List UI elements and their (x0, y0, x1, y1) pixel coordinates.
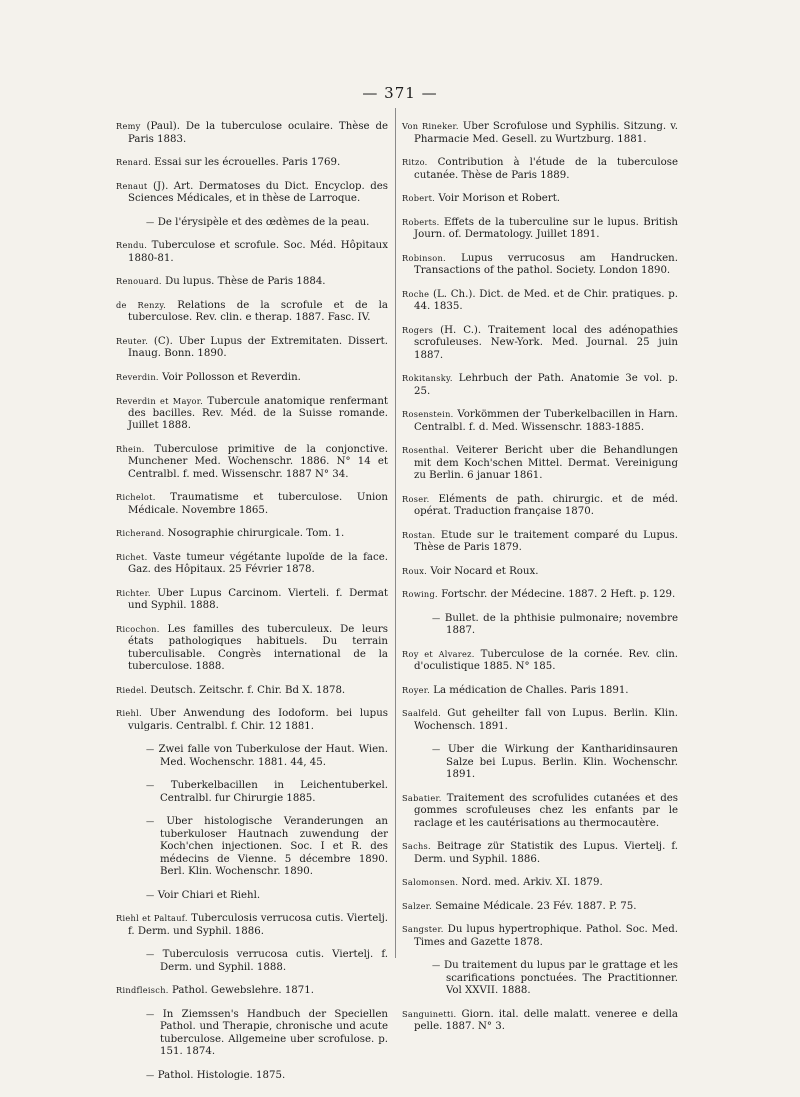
bibliography-entry (402, 565, 678, 578)
bibliography-entry (402, 876, 678, 889)
bibliography-entry (116, 948, 388, 974)
bibliography-entry (402, 612, 678, 638)
entry-author: — (146, 744, 155, 755)
entry-text: Voir Chiari et Riehl. (157, 889, 261, 901)
bibliography-entry (116, 984, 388, 997)
entry-author: — (432, 744, 441, 755)
entry-text: Giorn. ital. delle malatt. veneree e della pelle. 1887. N° 3. (414, 1008, 678, 1033)
bibliography-entry (402, 648, 678, 674)
bibliography-entry (116, 551, 388, 577)
entry-text: Etude sur le traitement comparé du Lupus. Thèse de Paris 1879. (414, 529, 678, 553)
entry-text: Deutsch. Zeitschr. f. Chir. Bd X. 1878. (150, 684, 346, 696)
entry-author: Robinson. (402, 252, 446, 263)
entry-text: Du traitement du lupus par le grattage et les scarifications ponctuées. The Practitionner. Vol XXVII. 1888. (443, 960, 678, 997)
bibliography-entry (116, 1069, 388, 1082)
bibliography-entry (402, 840, 678, 866)
entry-author: Roux. (402, 565, 428, 576)
entry-text: Uber Lupus Carcinom. Vierteli. f. Dermat und Syphil. 1888. (128, 587, 388, 612)
entry-author: Rokitansky. (402, 373, 453, 384)
entry-text: De l'érysipèle et des œdèmes de la peau. (157, 216, 370, 228)
entry-author: Renard. (116, 157, 152, 168)
bibliography-entry (116, 239, 388, 265)
entry-author: Riehl et Paltauf. (116, 913, 188, 924)
entry-author: — (146, 816, 155, 827)
entry-text: Traitement des scrofulides cutanées et des gommes scrofuleuses chez les enfants par le raclage et les cautérisations au thermocautère. (414, 792, 678, 829)
bibliography-entry (402, 324, 678, 362)
bibliography-entry (402, 959, 678, 997)
entry-text: Zwei falle von Tuberkulose der Haut. Wien. Med. Wochenschr. 1881. 44, 45. (158, 744, 388, 768)
entry-author: Rosenstein. (402, 409, 454, 420)
entry-text: Du lupus hypertrophique. Pathol. Soc. Med. Times and Gazette 1878. (414, 924, 678, 948)
entry-text: Pathol. Gewebslehre. 1871. (171, 985, 314, 997)
bibliography-entry (116, 527, 388, 540)
entry-author: Roberts. (402, 216, 440, 227)
entry-text: Tuberculose et scrofule. Soc. Méd. Hôpitaux 1880-81. (128, 240, 388, 264)
entry-author: Richter. (116, 587, 151, 598)
bibliography-entry (402, 529, 678, 555)
entry-author: Rosenthal. (402, 445, 450, 456)
entry-author: Rindfleisch. (116, 985, 169, 996)
bibliography-entry (402, 216, 678, 242)
entry-text: In Ziemssen's Handbuch der Speciellen Pathol. und Therapie, chronische und acute tuberculose. Allgemeine uber scrofulose. p. 151. 1874. (160, 1008, 388, 1057)
entry-author: Roser. (402, 493, 430, 504)
entry-author: Sabatier. (402, 792, 442, 803)
entry-author: Rhein. (116, 443, 145, 454)
entry-author: Richet. (116, 551, 148, 562)
entry-author: — (146, 889, 155, 900)
entry-text: Gut geheilter fall von Lupus. Berlin. Klin. Wochensch. 1891. (414, 708, 678, 732)
bibliography-entry (402, 156, 678, 182)
entry-author: — (146, 1069, 155, 1080)
bibliography-entry (116, 623, 388, 674)
entry-author: Sangster. (402, 924, 444, 935)
bibliography-entry (116, 587, 388, 613)
entry-author: — (146, 949, 155, 960)
entry-text: (L. Ch.). Dict. de Med. et de Chir. pratiques. p. 44. 1835. (414, 288, 678, 313)
entry-text: Beitrage zür Statistik des Lupus. Viertelj. f. Derm. und Syphil. 1886. (414, 841, 678, 865)
bibliography-entry (402, 743, 678, 781)
entry-author: Sachs. (402, 841, 431, 852)
entry-text: Bullet. de la phthisie pulmonaire; novembre 1887. (444, 612, 678, 637)
entry-author: — (146, 1008, 155, 1019)
right-column (402, 110, 678, 1044)
bibliography-entry (402, 1008, 678, 1034)
entry-author: Reuter. (116, 335, 149, 346)
entry-text: Effets de la tuberculine sur le lupus. British Journ. of. Dermatology. Juillet 1891. (414, 216, 678, 241)
entry-author: Reverdin et Mayor. (116, 395, 204, 406)
entry-text: Traumatisme et tuberculose. Union Médicale. Novembre 1865. (128, 492, 388, 516)
entry-text: Tuberculosis verrucosa cutis. Viertelj. f. Derm. und Syphil. 1886. (128, 913, 388, 937)
entry-author: — (432, 612, 441, 623)
entry-text: Veiterer Bericht uber die Behandlungen mit dem Koch'schen Mittel. Dermat. Vereinigung zu Berlin. 6 januar 1861. (414, 445, 678, 481)
bibliography-entry (116, 216, 388, 229)
bibliography-entry (402, 792, 678, 830)
bibliography-entry (402, 288, 678, 314)
entry-text: Eléments de path. chirurgic. et de méd. opérat. Traduction française 1870. (414, 493, 678, 517)
entry-author: Richerand. (116, 528, 165, 539)
bibliography-entry (116, 395, 388, 433)
bibliography-entry (402, 120, 678, 146)
bibliography-entry (116, 889, 388, 902)
entry-text: Vorkömmen der Tuberkelbacillen in Harn. Centralbl. f. d. Med. Wissenschr. 1883-1885. (414, 409, 678, 433)
entry-text: (J). Art. Dermatoses du Dict. Encyclop. des Sciences Médicales, et in thèse de Larroque. (128, 180, 388, 205)
entry-author: — (432, 960, 441, 971)
entry-text: Voir Morison et Robert. (438, 193, 561, 205)
entry-text: Relations de la scrofule et de la tuberculose. Rev. clin. e therap. 1887. Fasc. IV. (128, 299, 388, 324)
entry-author: Ricochon. (116, 623, 160, 634)
bibliography-entry (116, 815, 388, 878)
bibliography-entry (116, 443, 388, 481)
bibliography-entry (402, 900, 678, 913)
bibliography-entry (402, 444, 678, 482)
entry-author: de Renzy. (116, 299, 167, 310)
entry-author: Renouard. (116, 276, 162, 287)
entry-author: Salomonsen. (402, 877, 459, 888)
bibliography-entry (402, 192, 678, 205)
entry-text: (Paul). De la tuberculose oculaire. Thèse de Paris 1883. (128, 121, 388, 145)
entry-text: Nord. med. Arkiv. XI. 1879. (461, 877, 603, 889)
entry-text: Uber Anwendung des Iodoform. bei lupus vulgaris. Centralbl. f. Chir. 12 1881. (128, 708, 388, 732)
entry-author: Rogers (402, 324, 434, 335)
bibliography-entry (116, 120, 388, 146)
entry-author: Rendu. (116, 240, 148, 251)
entry-author: Riehl. (116, 708, 142, 719)
bibliography-entry (116, 1008, 388, 1059)
entry-text: Les familles des tuberculeux. De leurs états pathologiques habituels. Du terrain tuberculisable. Congrès international de la tuberculose. 1888. (128, 623, 388, 673)
bibliography-entry (402, 493, 678, 519)
entry-author: Renaut (116, 180, 148, 191)
entry-text: Contribution à l'étude de la tuberculose cutanée. Thèse de Paris 1889. (414, 157, 678, 181)
entry-text: (C). Uber Lupus der Extremitaten. Dissert. Inaug. Bonn. 1890. (128, 335, 388, 360)
entry-text: Uber die Wirkung der Kantharidinsauren Salze bei Lupus. Berlin. Klin. Wochenschr. 1891. (446, 744, 678, 781)
entry-text: Tuberkelbacillen in Leichentuberkel. Centralbl. fur Chirurgie 1885. (160, 780, 388, 804)
column-divider (395, 108, 396, 958)
bibliography-entry (116, 371, 388, 384)
entry-author: Roche (402, 288, 430, 299)
bibliography-entry (116, 707, 388, 733)
entry-text: Tuberculose de la cornée. Rev. clin. d'oculistique 1885. N° 185. (414, 648, 678, 673)
bibliography-entry (116, 684, 388, 697)
entry-text: Voir Pollosson et Reverdin. (162, 371, 301, 383)
entry-author: Rowing. (402, 589, 438, 600)
entry-author: Salzer. (402, 900, 432, 911)
entry-text: Semaine Médicale. 23 Fév. 1887. P. 75. (435, 900, 637, 912)
bibliography-entry (402, 372, 678, 398)
bibliography-entry (402, 684, 678, 697)
bibliography-entry (116, 275, 388, 288)
bibliography-entry (402, 923, 678, 949)
entry-author: — (146, 780, 155, 791)
entry-author: Rostan. (402, 529, 436, 540)
page-number: — 371 — (362, 84, 438, 102)
left-column (116, 110, 388, 1092)
entry-text: Pathol. Histologie. 1875. (157, 1069, 286, 1081)
entry-author: Robert. (402, 193, 436, 204)
entry-author: Reverdin. (116, 371, 159, 382)
bibliography-entry (116, 912, 388, 938)
bibliography-entry (116, 299, 388, 325)
bibliography-entry (116, 743, 388, 769)
entry-text: Uber Scrofulose und Syphilis. Sitzung. v. Pharmacie Med. Gesell. zu Wurtzburg. 1881. (414, 121, 679, 145)
entry-author: Ritzo. (402, 157, 428, 168)
bibliography-entry (402, 707, 678, 733)
bibliography-entry (116, 779, 388, 805)
entry-author: — (146, 216, 155, 227)
entry-author: Richelot. (116, 492, 156, 503)
bibliography-entry (402, 408, 678, 434)
bibliography-entry (116, 335, 388, 361)
bibliography-entry (116, 180, 388, 206)
entry-text: Tuberculose primitive de la conjonctive. Munchener Med. Wochenschr. 1886. N° 14 et Centralbl. f. med. Wissenschr. 1887 N° 34. (128, 443, 388, 480)
entry-author: Roy et Alvarez. (402, 648, 475, 659)
entry-text: Uber histologische Veranderungen an tuberkuloser Hautnach zuwendung der Koch'chen injectionen. Soc. I et R. des médecins de Vienne. 5 décembre 1890. Berl. Klin. Wochenschr. 1890. (160, 816, 388, 877)
entry-text: Voir Nocard et Roux. (430, 565, 539, 577)
entry-text: Fortschr. der Médecine. 1887. 2 Heft. p. 129. (441, 589, 676, 601)
entry-text: Du lupus. Thèse de Paris 1884. (165, 276, 326, 288)
bibliography-entry (116, 156, 388, 169)
entry-text: Lehrbuch der Path. Anatomie 3e vol. p. 25. (414, 373, 678, 397)
entry-author: Remy (116, 121, 141, 132)
entry-text: Vaste tumeur végétante lupoïde de la face. Gaz. des Hôpitaux. 25 Février 1878. (128, 551, 388, 576)
entry-author: Von Rineker. (402, 121, 459, 132)
entry-author: Royer. (402, 684, 430, 695)
entry-author: Riedel. (116, 684, 148, 695)
entry-author: Sanguinetti. (402, 1008, 457, 1019)
entry-text: (H. C.). Traitement local des adénopathies scrofuleuses. New-York. Med. Journal. 25 juin 1887. (414, 324, 678, 361)
entry-text: Nosographie chirurgicale. Tom. 1. (167, 528, 345, 540)
entry-text: Essai sur les écrouelles. Paris 1769. (154, 157, 341, 169)
entry-text: La médication de Challes. Paris 1891. (433, 684, 629, 696)
entry-text: Tubercule anatomique renfermant des bacilles. Rev. Méd. de la Suisse romande. Juillet 1888. (128, 395, 388, 432)
bibliography-entry (402, 588, 678, 601)
bibliography-entry (116, 491, 388, 517)
entry-text: Tuberculosis verrucosa cutis. Viertelj. f. Derm. und Syphil. 1888. (160, 949, 388, 973)
bibliography-entry (402, 252, 678, 278)
entry-author: Saalfeld. (402, 708, 442, 719)
entry-text: Lupus verrucosus am Handrucken. Transactions of the pathol. Society. London 1890. (414, 252, 678, 277)
